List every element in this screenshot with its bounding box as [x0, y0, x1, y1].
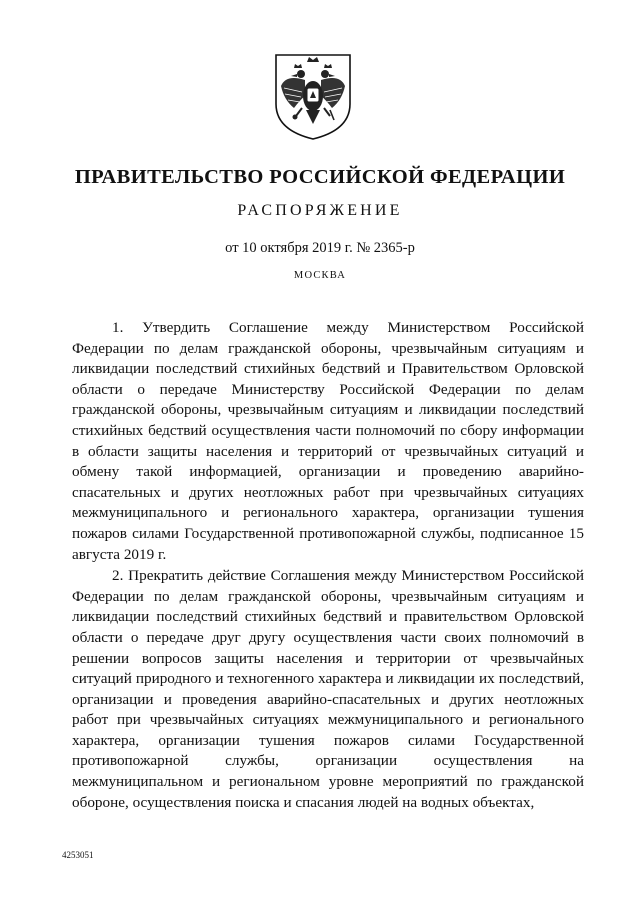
russian-coat-of-arms-icon — [272, 52, 354, 142]
document-date-number: от 10 октября 2019 г. № 2365-р — [225, 240, 415, 256]
document-code: 4253051 — [62, 850, 94, 860]
paragraph-2: 2. Прекратить действие Соглашения между Министерством Российской Федерации по делам гражданской обороны, чрезвычайным ситуациям и ликвидации последствий стихийных бедствий и правительством Орловской области о передаче друг другу осуществления части своих полномочий в решении вопросов защиты населения и территории от чрезвычайных ситуаций природного и техногенного характера и ликвидации их последствий, организации и проведения аварийно-спасательных и других неотложных работ при чрезвычайных ситуациях межмуниципального и регионального характера, организации тушения пожаров силами Государственной противопожарной службы, организации осуществления на межмуниципальном и региональном уровне мероприятий по гражданской обороне, осуществления поиска и спасания людей на водных объектах, — [72, 567, 584, 811]
document-body — [72, 318, 584, 813]
paragraph-1: 1. Утвердить Соглашение между Министерством Российской Федерации по делам гражданской обороны, чрезвычайным ситуациям и ликвидации последствий стихийных бедствий и Правительством Орловской области о передаче Министерству Российской Федерации по делам гражданской обороны, чрезвычайным ситуациям и ликвидации последствий стихийных бедствий осуществления части полномочий по сбору информации в области защиты населения и территорий от чрезвычайных ситуаций и обмену такой информацией, организации и проведению аварийно-спасательных и других неотложных работ при чрезвычайных ситуациях межмуниципального и регионального характера, организации тушения пожаров силами Государственной противопожарной службы, подписанное 15 августа 2019 г. — [72, 319, 584, 563]
document-type: РАСПОРЯЖЕНИЕ — [237, 202, 403, 219]
document-city: МОСКВА — [293, 270, 347, 281]
government-title: ПРАВИТЕЛЬСТВО РОССИЙСКОЙ ФЕДЕРАЦИИ — [74, 166, 566, 188]
